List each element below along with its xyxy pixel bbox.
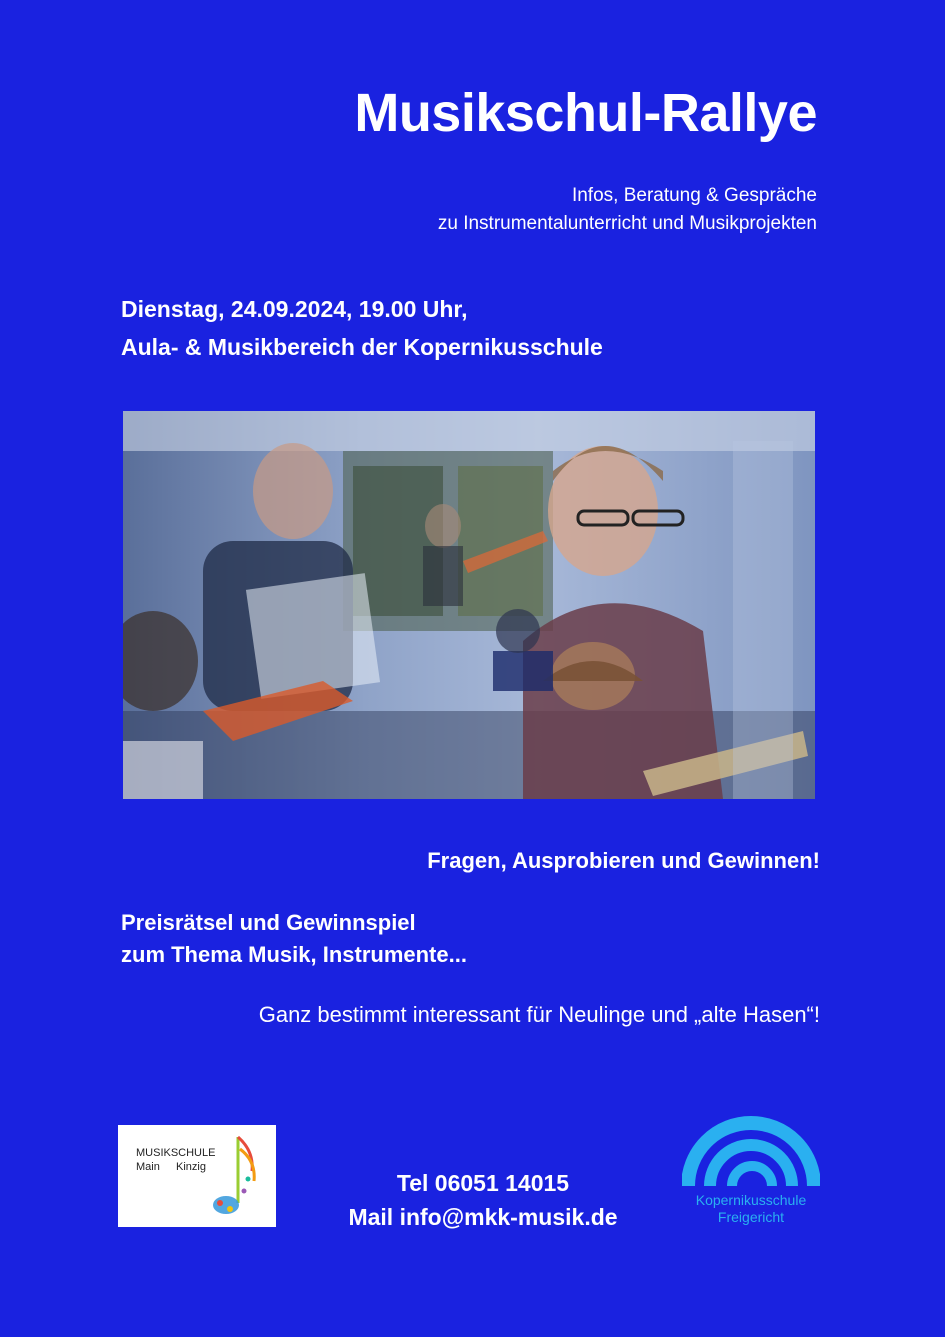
quiz-line-1: Preisrätsel und Gewinnspiel bbox=[121, 910, 416, 935]
slogan: Fragen, Ausprobieren und Gewinnen! bbox=[427, 848, 820, 873]
musikschule-logo-line-2: Main bbox=[136, 1161, 160, 1173]
kopernikusschule-logo-line-1: Kopernikusschule bbox=[695, 1192, 807, 1208]
quiz-line-2: zum Thema Musik, Instrumente... bbox=[121, 942, 467, 967]
musikschule-logo-line-3: Kinzig bbox=[176, 1161, 206, 1173]
event-date-time: Dienstag, 24.09.2024, 19.00 Uhr, bbox=[121, 296, 468, 322]
subtitle-line-2: zu Instrumentalunterricht und Musikprojekten bbox=[437, 213, 817, 234]
event-location: Aula- & Musikbereich der Kopernikusschule bbox=[121, 334, 603, 360]
musikschule-logo-line-1: MUSIKSCHULE bbox=[136, 1147, 216, 1159]
band-photo bbox=[123, 411, 815, 799]
event-info bbox=[121, 290, 603, 366]
band-photo-illustration bbox=[123, 411, 815, 799]
contact-phone: Tel 06051 14015 bbox=[396, 1170, 570, 1196]
contact-mail: Mail info@mkk-musik.de bbox=[348, 1204, 618, 1230]
contact-info bbox=[300, 1166, 666, 1234]
rainbow-arc-icon bbox=[682, 1108, 820, 1190]
music-note-icon bbox=[204, 1131, 264, 1221]
subtitle-line-1: Infos, Beratung & Gespräche bbox=[571, 185, 817, 206]
quiz-info bbox=[121, 907, 467, 971]
kopernikusschule-logo bbox=[678, 1108, 824, 1228]
kopernikusschule-logo-line-2: Freigericht bbox=[717, 1209, 785, 1225]
poster-title: Musikschul-Rallye bbox=[354, 83, 817, 143]
musikschule-logo bbox=[118, 1125, 276, 1227]
subtitle bbox=[438, 182, 817, 238]
audience-hint: Ganz bestimmt interessant für Neulinge und „alte Hasen“! bbox=[258, 1002, 820, 1027]
